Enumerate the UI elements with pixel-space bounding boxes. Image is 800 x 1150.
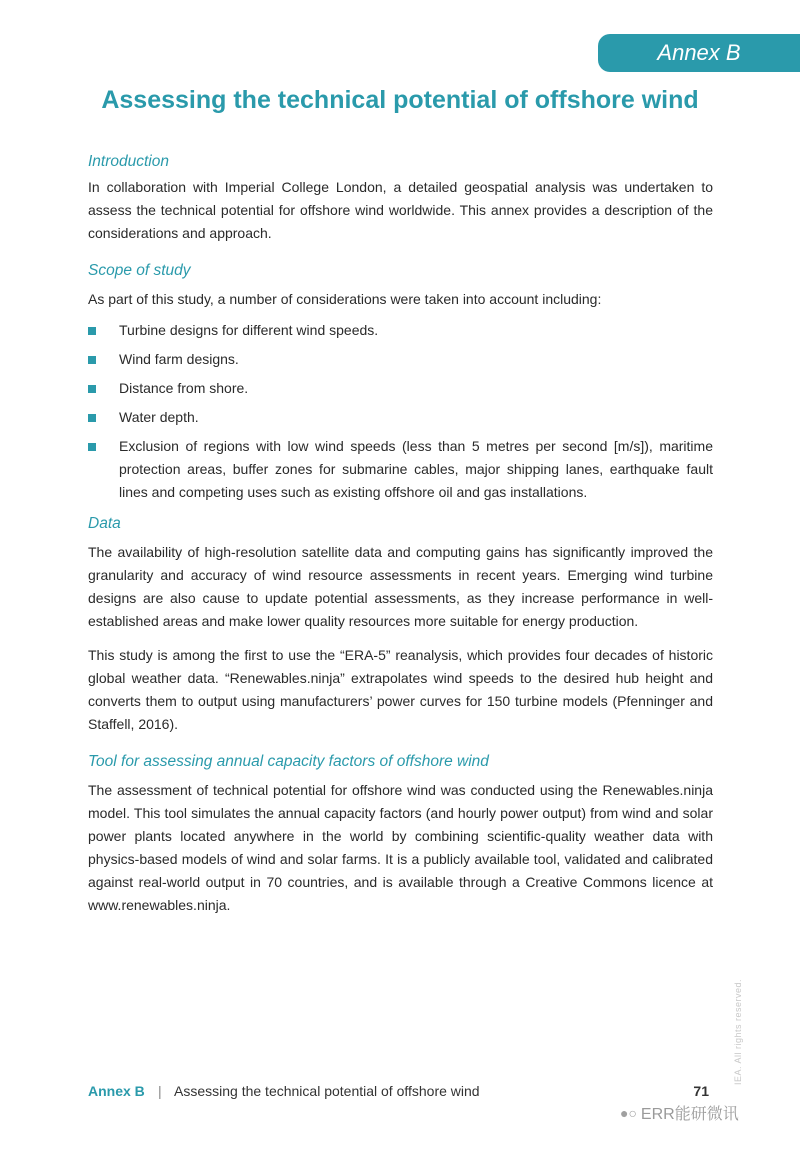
- square-bullet-icon: [88, 327, 96, 335]
- watermark-text: ERR能研微讯: [640, 1106, 739, 1123]
- square-bullet-icon: [88, 385, 96, 393]
- square-bullet-icon: [88, 414, 96, 422]
- list-item-text: Water depth.: [119, 409, 199, 425]
- list-item: [88, 319, 713, 342]
- introduction-text: In collaboration with Imperial College London, a detailed geospatial analysis was undertaken to assess the technical potential for offshore wind worldwide. This annex provides a description of the considerations and approach.: [88, 179, 713, 241]
- page-number: 71: [693, 1083, 709, 1099]
- tool-heading: Tool for assessing annual capacity factors of offshore wind: [88, 753, 489, 770]
- annex-tab: Annex B: [598, 34, 800, 72]
- watermark: [620, 1101, 739, 1124]
- scope-heading: Scope of study: [88, 262, 191, 279]
- list-item-text: Distance from shore.: [119, 380, 249, 396]
- list-item: [88, 435, 713, 504]
- copyright-note: IEA. All rights reserved.: [733, 978, 743, 1085]
- introduction-heading: Introduction: [88, 153, 169, 170]
- data-paragraph-2: This study is among the first to use the “ERA-5” reanalysis, which provides four decades of historic global weather data. “Renewables.ninja” extrapolates wind speeds to the desired hub height and converts them to output using manufacturers’ power curves for 150 turbine models (Pfenninger and Staffell, 2016).: [88, 647, 713, 732]
- square-bullet-icon: [88, 443, 96, 451]
- square-bullet-icon: [88, 356, 96, 364]
- page-title: Assessing the technical potential of offshore wind: [101, 86, 699, 114]
- data-paragraph-1: The availability of high-resolution satellite data and computing gains has significantly improved the granularity and accuracy of wind resource assessments in recent years. Emerging wind turbine designs are also cause to update potential assessments, as they increase performance in well-established areas and make lower quality resources more suitable for energy production.: [88, 544, 713, 629]
- tool-text: The assessment of technical potential for offshore wind was conducted using the Renewables.ninja model. This tool simulates the annual capacity factors (and hourly power output) from wind and solar power plants located anywhere in the world by combining scientific-quality weather data with physics-based models of wind and solar farms. It is a publicly available tool, validated and calibrated against real-world output in 70 countries, and is available through a Creative Commons licence at www.renewables.ninja.: [88, 782, 713, 913]
- main-content: [88, 150, 713, 917]
- footer-title: Assessing the technical potential of offshore wind: [174, 1083, 480, 1099]
- footer-separator: |: [158, 1083, 162, 1099]
- wechat-icon: ●○: [620, 1104, 637, 1121]
- list-item-text: Exclusion of regions with low wind speeds (less than 5 metres per second [m/s]), maritime protection areas, buffer zones for submarine cables, major shipping lanes, earthquake fault lines and competing uses such as existing offshore oil and gas installations.: [119, 438, 713, 500]
- list-item: [88, 377, 713, 400]
- data-heading: Data: [88, 515, 121, 532]
- list-item-text: Wind farm designs.: [119, 351, 239, 367]
- scope-list: [88, 319, 713, 504]
- list-item: [88, 406, 713, 429]
- list-item: [88, 348, 713, 371]
- scope-text: As part of this study, a number of considerations were taken into account including:: [88, 291, 602, 307]
- footer-annex-label: Annex B: [88, 1083, 145, 1099]
- list-item-text: Turbine designs for different wind speeds.: [119, 322, 379, 338]
